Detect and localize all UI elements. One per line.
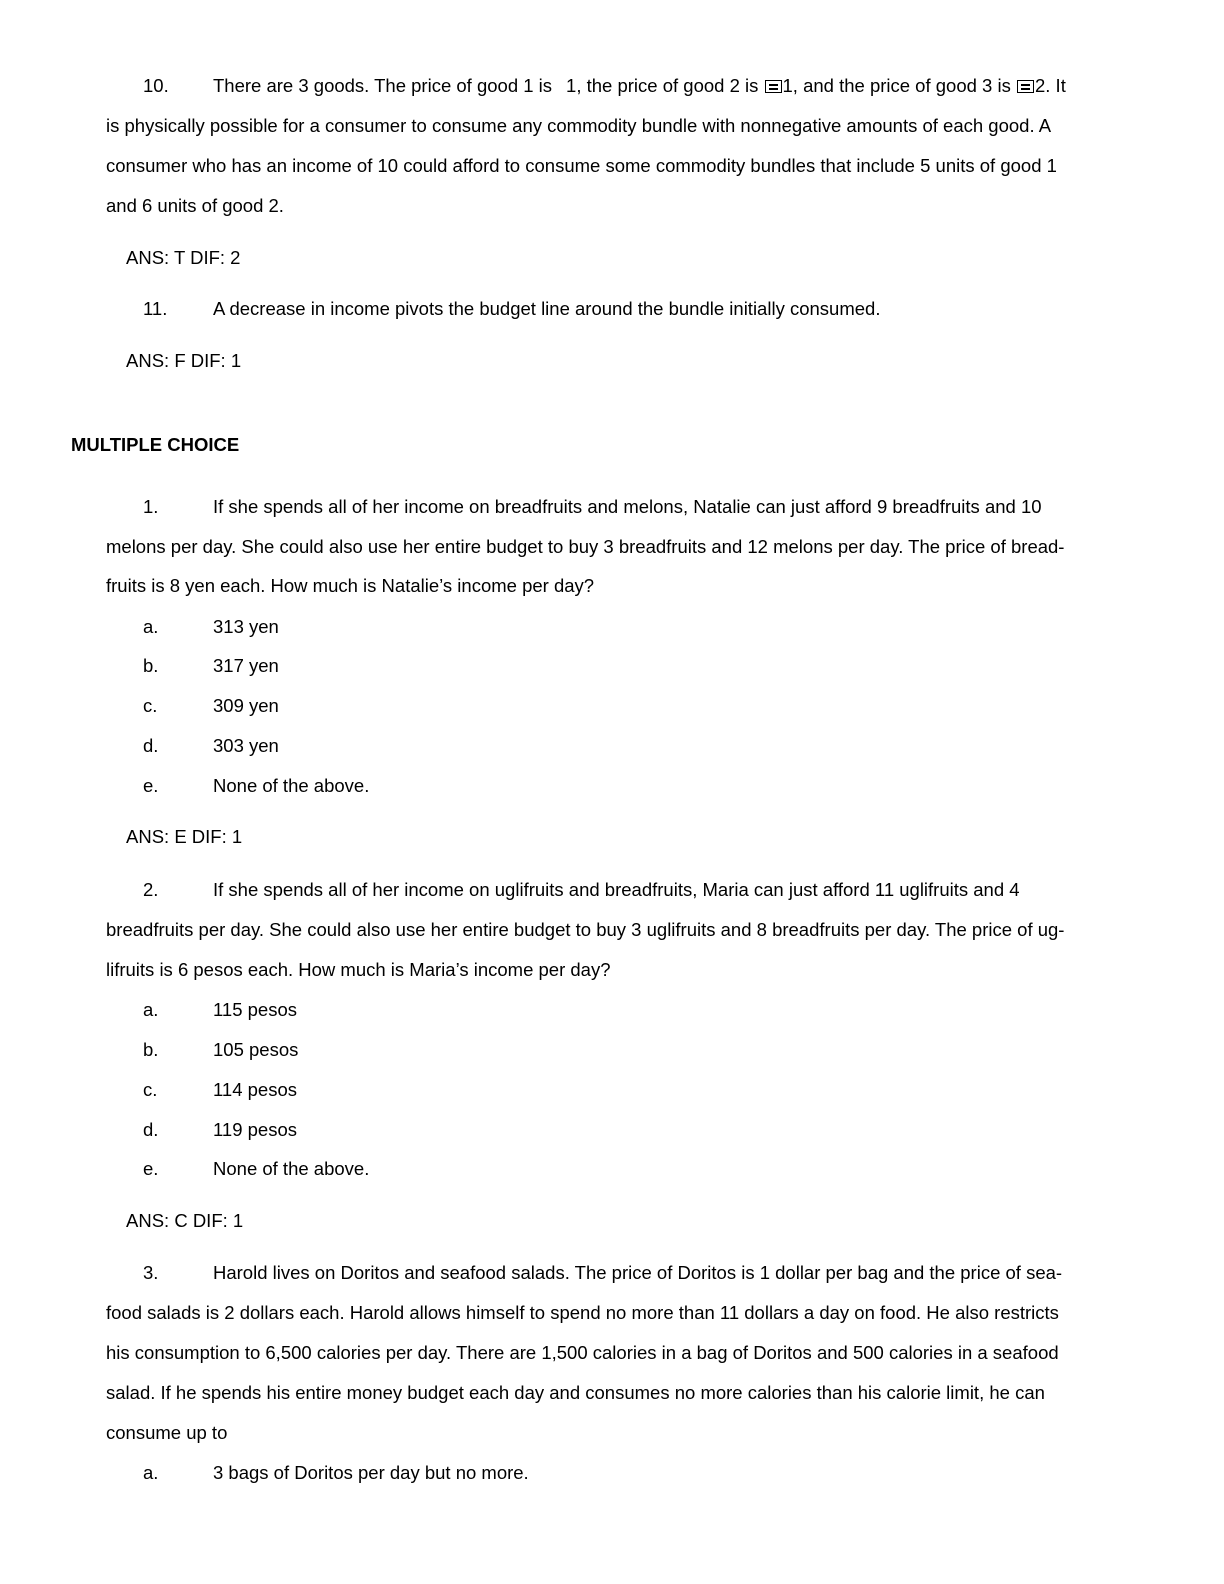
option-letter: e. <box>143 1158 159 1179</box>
option-letter: a. <box>143 1462 159 1483</box>
mc-question-1-line2: melons per day. She could also use her entire budget to buy 3 breadfruits and 12 melons per day. The price of bread- <box>106 536 1065 557</box>
option-text: 313 yen <box>213 616 279 637</box>
answer-line: ANS: T DIF: 2 <box>126 247 241 268</box>
mc-question-2-line2: breadfruits per day. She could also use her entire budget to buy 3 uglifruits and 8 breadfruits per day. The price of ug- <box>106 919 1065 940</box>
question-number: 2. <box>143 879 159 900</box>
option-text: 317 yen <box>213 655 279 676</box>
mc-question-1-line3: fruits is 8 yen each. How much is Natalie’s income per day? <box>106 575 595 596</box>
section-heading: MULTIPLE CHOICE <box>71 434 240 455</box>
option-text: 309 yen <box>213 695 279 716</box>
mc-question-2-line3: lifruits is 6 pesos each. How much is Maria’s income per day? <box>106 959 611 980</box>
question-text: Harold lives on Doritos and seafood salads. The price of Doritos is 1 dollar per bag and the price of sea- <box>213 1262 1063 1283</box>
question-text <box>213 75 1066 97</box>
option-letter: d. <box>143 735 159 756</box>
question-number: 10. <box>143 75 169 96</box>
question-text: If she spends all of her income on breadfruits and melons, Natalie can just afford 9 breadfruits and 10 <box>213 496 1042 517</box>
answer-line: ANS: E DIF: 1 <box>126 826 243 847</box>
option-text: 105 pesos <box>213 1039 299 1060</box>
question-number: 1. <box>143 496 159 517</box>
question-number: 3. <box>143 1262 159 1283</box>
option-text: 119 pesos <box>213 1119 297 1140</box>
option-letter: c. <box>143 1079 158 1100</box>
answer-line: ANS: F DIF: 1 <box>126 350 242 371</box>
option-text: 3 bags of Doritos per day but no more. <box>213 1462 529 1483</box>
option-letter: a. <box>143 616 159 637</box>
option-letter: b. <box>143 655 159 676</box>
question-text-part: 2. It <box>1034 75 1066 96</box>
mc-question-3-line5: consume up to <box>106 1422 228 1443</box>
question-text-part: There are 3 goods. The price of good 1 is <box>213 75 553 96</box>
question-text-part: 1, and the price of good 3 is <box>782 75 1011 96</box>
option-text: None of the above. <box>213 775 370 796</box>
missing-glyph-icon <box>1017 80 1034 93</box>
tf-question-10-line2: is physically possible for a consumer to consume any commodity bundle with nonnegative amounts of each good. A <box>106 115 1052 136</box>
question-number: 11. <box>143 298 168 319</box>
missing-glyph-icon <box>765 80 782 93</box>
tf-question-10-line4: and 6 units of good 2. <box>106 195 284 216</box>
option-text: 303 yen <box>213 735 279 756</box>
option-letter: e. <box>143 775 159 796</box>
option-letter: a. <box>143 999 159 1020</box>
option-letter: c. <box>143 695 158 716</box>
tf-question-10-line3: consumer who has an income of 10 could afford to consume some commodity bundles that include 5 units of good 1 <box>106 155 1057 176</box>
answer-line: ANS: C DIF: 1 <box>126 1210 244 1231</box>
option-text: None of the above. <box>213 1158 370 1179</box>
option-text: 114 pesos <box>213 1079 297 1100</box>
mc-question-3-line3: his consumption to 6,500 calories per day. There are 1,500 calories in a bag of Doritos and 500 calories in a seafood <box>106 1342 1059 1363</box>
mc-question-3-line2: food salads is 2 dollars each. Harold allows himself to spend no more than 11 dollars a day on food. He also restricts <box>106 1302 1059 1323</box>
question-text-part: 1, the price of good 2 is <box>566 75 759 96</box>
question-text: A decrease in income pivots the budget line around the bundle initially consumed. <box>213 298 881 319</box>
mc-question-3-line4: salad. If he spends his entire money budget each day and consumes no more calories than his calorie limit, he can <box>106 1382 1045 1403</box>
option-letter: b. <box>143 1039 159 1060</box>
question-text: If she spends all of her income on uglifruits and breadfruits, Maria can just afford 11 uglifruits and 4 <box>213 879 1020 900</box>
option-letter: d. <box>143 1119 159 1140</box>
option-text: 115 pesos <box>213 999 297 1020</box>
